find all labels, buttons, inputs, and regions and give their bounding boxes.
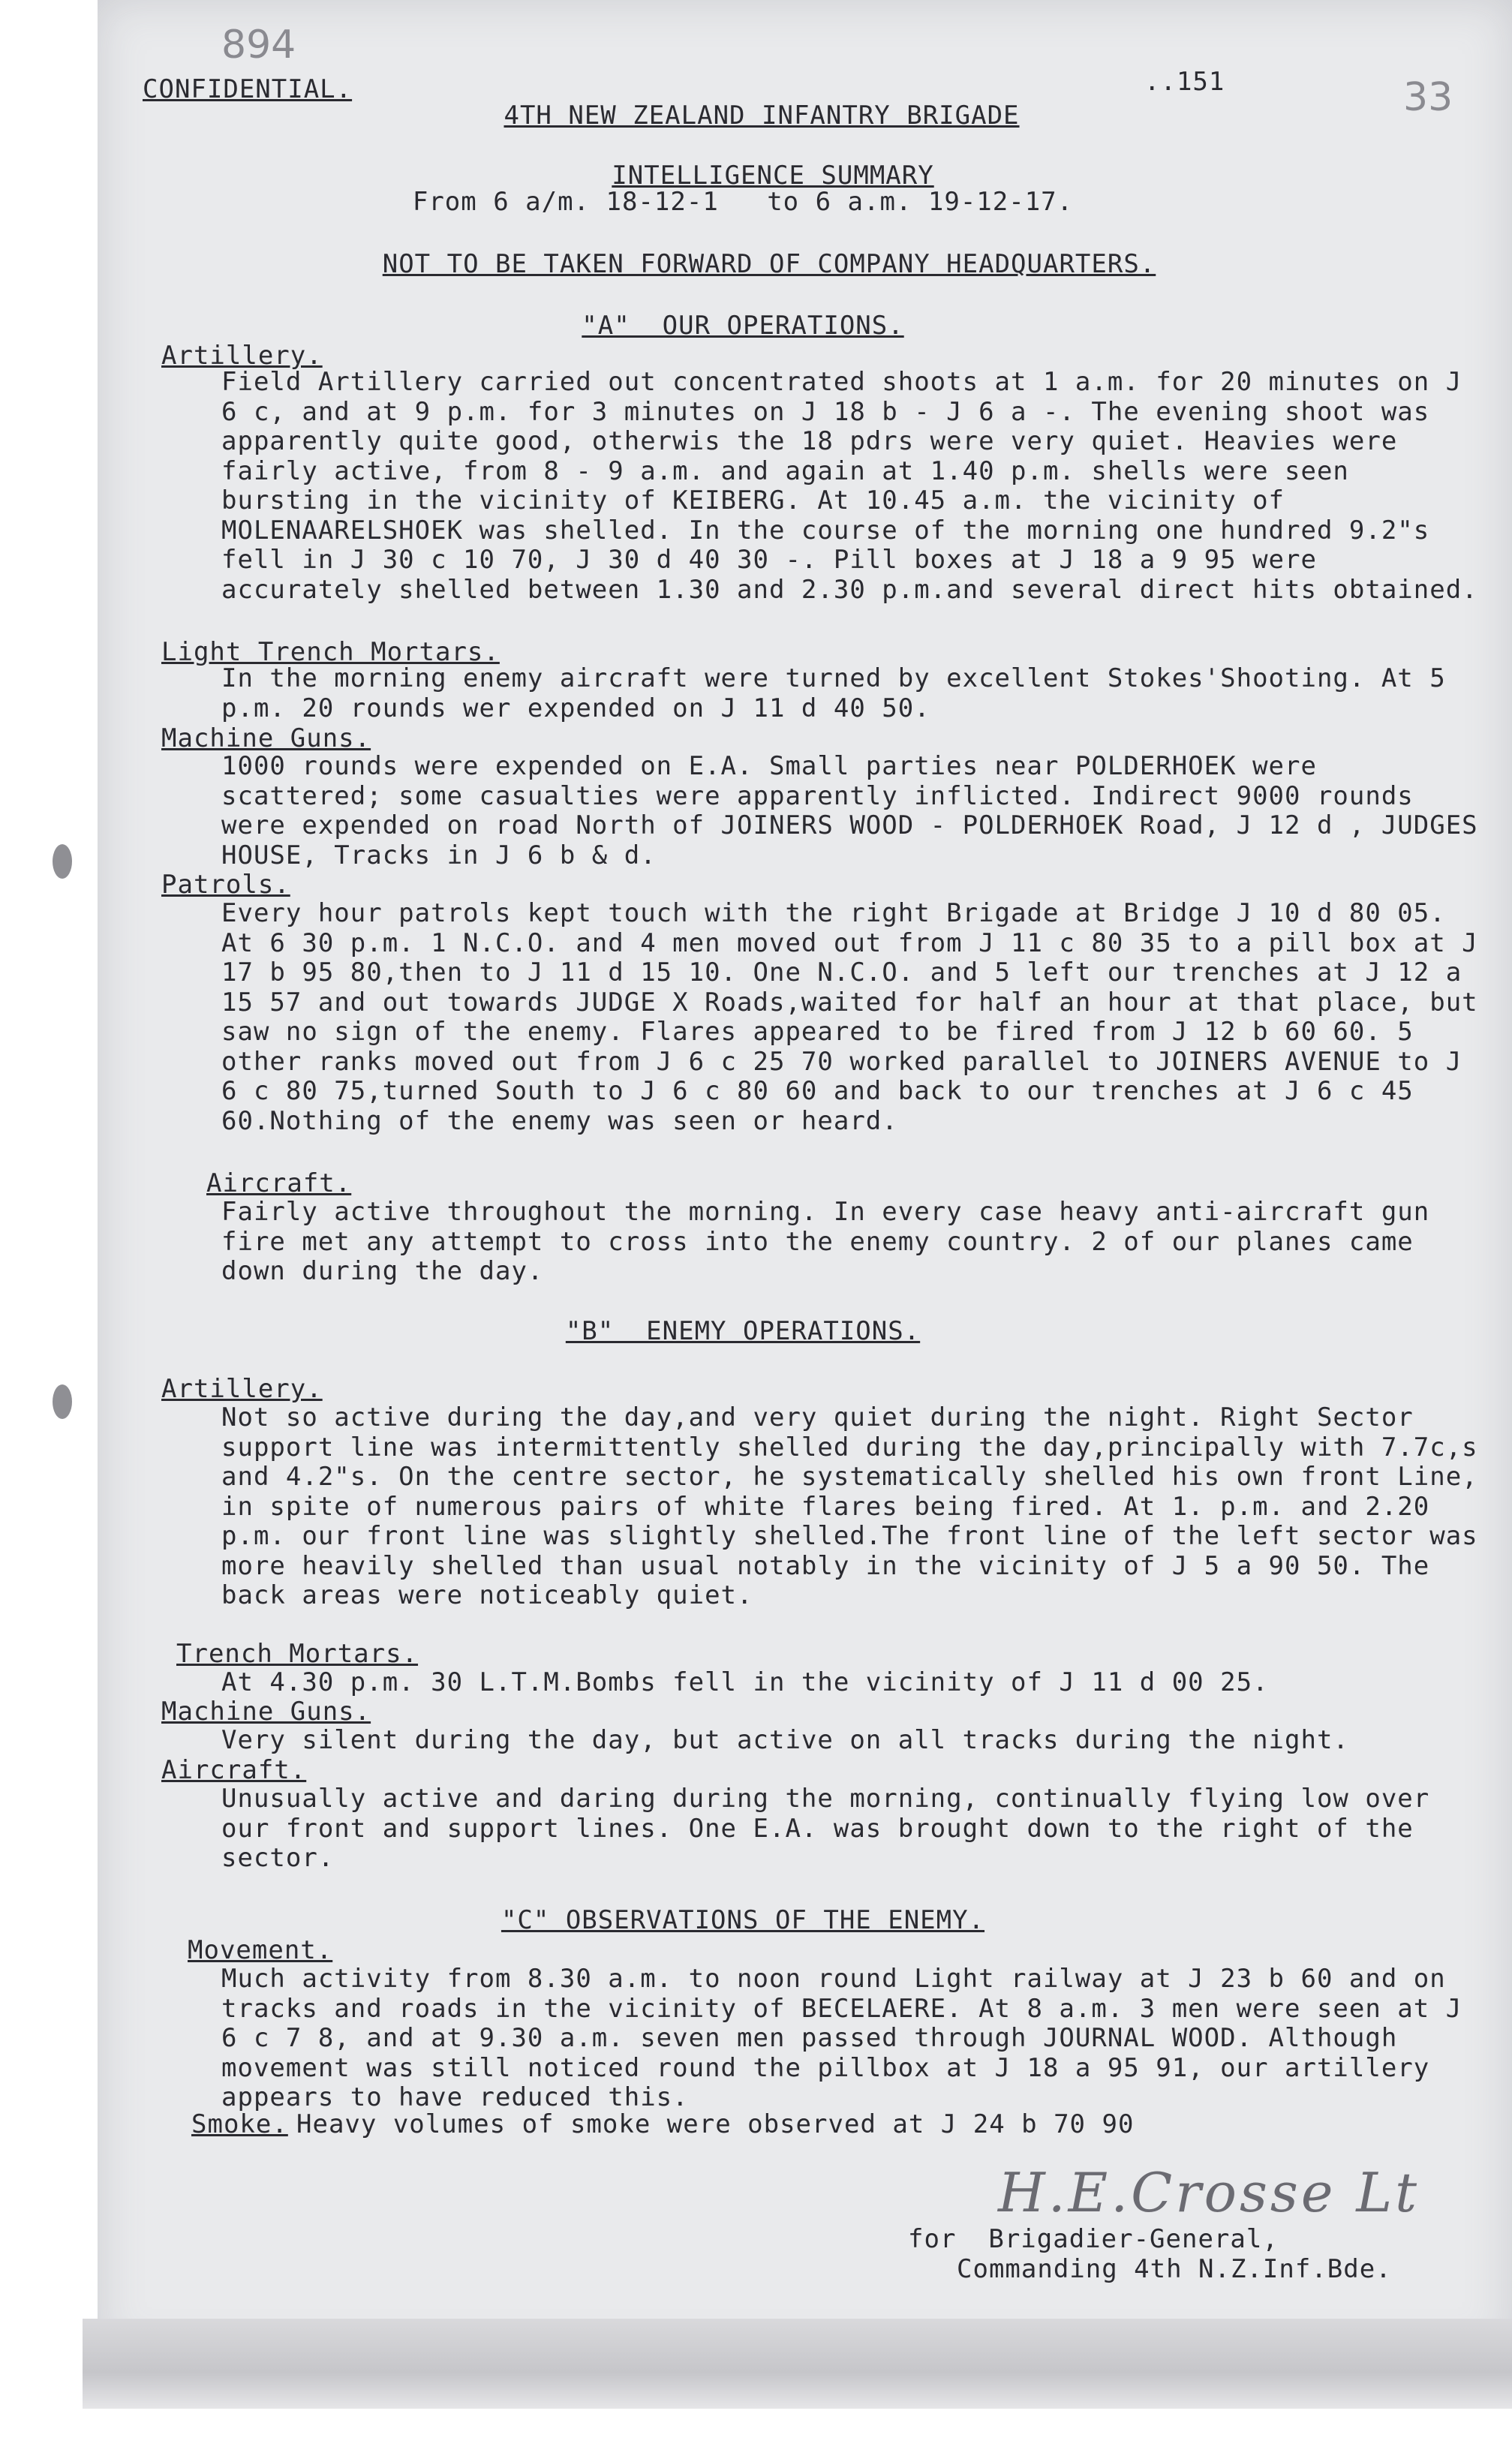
document-title: 4TH NEW ZEALAND INFANTRY BRIGADE <box>503 101 1020 131</box>
warning-line: NOT TO BE TAKEN FORWARD OF COMPANY HEADQUARTERS. <box>382 249 1156 279</box>
a-artillery-heading: Artillery. <box>161 341 323 371</box>
pencil-number: 894 <box>221 23 296 68</box>
a-artillery-body: Field Artillery carried out concentrated shoots at 1 a.m. for 20 minutes on J 6 c, and at 9 p.m. for 3 minutes on J 18 b - J 6 a -. The evening shoot was apparently quite good, otherwis the 18 pdrs were very quiet. Heavies were fairly active, from 8 - 9 a.m. and again at 1.40 p.m. shells were seen bursting in the vicinity of KEIBERG. At 10.45 a.m. the vicinity of MOLENAARELSHOEK was shelled. In the course of the morning one hundred 9.2"s fell in J 30 c 10 70, J 30 d 40 30 -. Pill boxes at J 18 a 9 95 were accurately shelled between 1.30 and 2.30 p.m.and several direct hits obtained. <box>221 367 1478 605</box>
a-aircraft-heading: Aircraft. <box>206 1168 352 1198</box>
b-mg-body: Very silent during the day, but active on all tracks during the night. <box>221 1725 1349 1755</box>
punch-hole-icon <box>53 1384 72 1419</box>
a-mg-body: 1000 rounds were expended on E.A. Small parties near POLDERHOEK were scattered; some casualties were apparently inflicted. Indirect 9000 rounds were expended on road North of JOINERS WOOD - POLDERHOEK Road, J 12 d , JUDGES HOUSE, Tracks in J 6 b & d. <box>221 751 1478 870</box>
b-artillery-body: Not so active during the day,and very quiet during the night. Right Sector support line was intermittently shelled during the day,principally with 7.7c,s and 4.2"s. On the centre sector, he systematically shelled his own front Line, in spite of numerous pairs of white flares being fired. At 1. p.m. and 2.20 p.m. our front line was slightly shelled.The front line of the left sector was more heavily shelled than usual notably in the vicinity of J 5 a 90 50. The back areas were noticeably quiet. <box>221 1402 1478 1610</box>
c-smoke-heading: Smoke. <box>191 2109 288 2139</box>
document-subtitle: INTELLIGENCE SUMMARY <box>612 161 934 191</box>
a-aircraft-body: Fairly active throughout the morning. In every case heavy anti-aircraft gun fire met any attempt to cross into the enemy country. 2 of our planes came down during the day. <box>221 1197 1430 1286</box>
page-bottom-edge <box>83 2319 1512 2409</box>
b-tm-body: At 4.30 p.m. 30 L.T.M.Bombs fell in the vicinity of J 11 d 00 25. <box>221 1667 1269 1697</box>
b-mg-heading: Machine Guns. <box>161 1697 371 1727</box>
handwritten-signature: H.E.Crosse Lt <box>998 2161 1420 2224</box>
reference-number: ..151 <box>1144 67 1225 97</box>
b-aircraft-heading: Aircraft. <box>161 1755 307 1785</box>
section-c-title: "C" OBSERVATIONS OF THE ENEMY. <box>500 1905 985 1935</box>
b-artillery-heading: Artillery. <box>161 1374 323 1404</box>
b-tm-heading: Trench Mortars. <box>176 1639 419 1669</box>
b-aircraft-body: Unusually active and daring during the morning, continually flying low over our front and support lines. One E.A. was brought down to the right of the sector. <box>221 1784 1430 1873</box>
c-movement-body: Much activity from 8.30 a.m. to noon round Light railway at J 23 b 60 and on tracks and roads in the vicinity of BECELAERE. At 8 a.m. 3 men were seen at J 6 c 7 8, and at 9.30 a.m. seven men passed through JOURNAL WOOD. Although movement was still noticed round the pillbox at J 18 a 95 91, our artillery appears to have reduced this. <box>221 1964 1462 2112</box>
a-patrols-body: Every hour patrols kept touch with the right Brigade at Bridge J 10 d 80 05. At 6 30 p.m. 1 N.C.O. and 4 men moved out from J 11 c 80 35 to a pill box at J 17 b 95 80,then to J 11 d 15 10. One N.C.O. and 5 left our trenches at J 12 a 15 57 and out towards JUDGE X Roads,waited for half an hour at that place, but saw no sign of the enemy. Flares appeared to be fired from J 12 b 60 60. 5 other ranks moved out from J 6 c 25 70 worked parallel to JOINERS AVENUE to J 6 c 80 75,turned South to J 6 c 80 60 and back to our trenches at J 6 c 45 60.Nothing of the enemy was seen or heard. <box>221 898 1478 1136</box>
a-ltm-heading: Light Trench Mortars. <box>161 637 500 667</box>
signature-line-1: for Brigadier-General, <box>908 2224 1279 2254</box>
a-ltm-body: In the morning enemy aircraft were turned by excellent Stokes'Shooting. At 5 p.m. 20 rounds wer expended on J 11 d 40 50. <box>221 663 1446 723</box>
signature-line-2: Commanding 4th N.Z.Inf.Bde. <box>957 2254 1392 2284</box>
page-number: 33 <box>1403 75 1453 120</box>
summary-period: From 6 a/m. 18-12-1 to 6 a.m. 19-12-17. <box>412 187 1074 217</box>
c-movement-heading: Movement. <box>188 1935 333 1965</box>
section-a-title: "A" OUR OPERATIONS. <box>582 311 904 341</box>
punch-hole-icon <box>53 844 72 879</box>
confidential-mark: CONFIDENTIAL. <box>143 74 353 104</box>
a-patrols-heading: Patrols. <box>161 870 290 900</box>
c-smoke-body: Heavy volumes of smoke were observed at J 24 b 70 90 <box>296 2109 1135 2139</box>
section-b-title: "B" ENEMY OPERATIONS. <box>565 1316 921 1346</box>
a-mg-heading: Machine Guns. <box>161 723 371 753</box>
